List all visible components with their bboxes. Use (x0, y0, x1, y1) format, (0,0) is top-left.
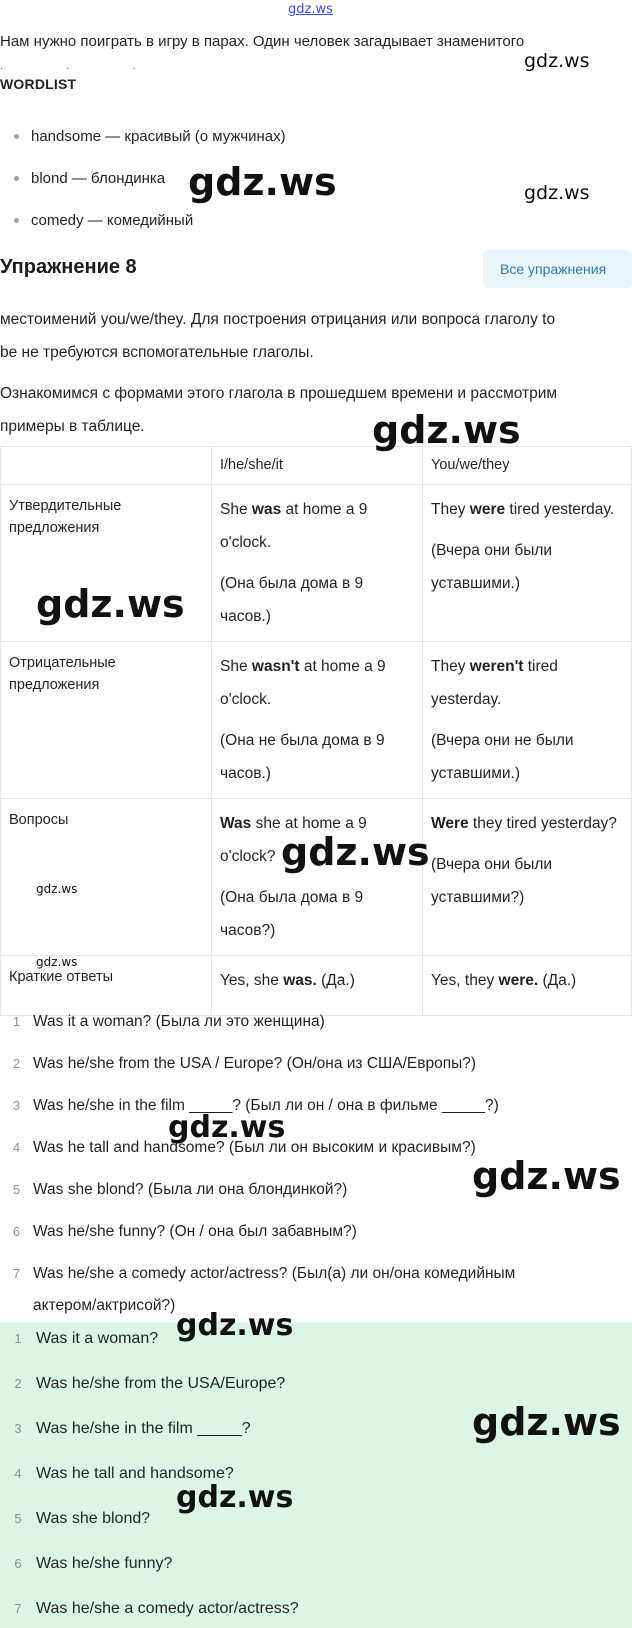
answer-text: Was he/she funny? (36, 1555, 173, 1572)
wordlist-item (14, 170, 165, 187)
list-item-text: актером/актрисой?) (33, 1297, 176, 1314)
list-number: 5 (12, 1182, 21, 1197)
paragraph-line: Ознакомимся с формами этого глагола в прошедшем времени и рассмотрим (0, 385, 558, 402)
paragraph-line: примеры в таблице. (0, 418, 145, 435)
list-item (0, 1055, 632, 1073)
watermark: gdz.ws (372, 408, 521, 452)
table-row (1, 799, 632, 956)
row-label: Краткие ответы (1, 956, 212, 1016)
row-label: Вопросы (1, 799, 212, 956)
watermark: gdz.ws (36, 582, 185, 626)
all-exercises-button[interactable]: Все упражнения (483, 250, 632, 288)
answer-text: Was he/she a comedy actor/actress? (36, 1600, 299, 1617)
watermark: gdz.ws (168, 1110, 286, 1145)
answer-item (0, 1375, 285, 1393)
list-number: 2 (14, 1376, 22, 1391)
watermark: gdz.ws (36, 955, 78, 969)
table-row (1, 956, 632, 1016)
answer-item (0, 1330, 158, 1348)
watermark: gdz.ws (472, 1154, 621, 1198)
list-item (0, 1265, 632, 1283)
paragraph-line: be не требуются вспомогательные глаголы. (0, 344, 314, 361)
list-number: 1 (14, 1331, 22, 1346)
list-number: 6 (14, 1556, 22, 1571)
list-number: 3 (14, 1421, 22, 1436)
row-label: Отрицательные предложения (1, 642, 212, 799)
answer-text: Was he/she in the film _____? (36, 1420, 251, 1437)
bullet-icon (14, 134, 19, 139)
list-item (0, 1013, 632, 1031)
answers-block (0, 1322, 632, 1628)
table-cell: Yes, they were. (Да.) (423, 956, 632, 1016)
answer-item (0, 1510, 150, 1528)
watermark: gdz.ws (524, 182, 590, 204)
watermark: gdz.ws (188, 160, 337, 204)
watermark: gdz.ws (176, 1308, 294, 1343)
intro-text: Нам нужно поиграть в игру в парах. Один человек загадывает знаменитого (0, 33, 525, 50)
answer-text: Was it a woman? (36, 1330, 159, 1347)
wordlist-item-text: comedy — комедийный (31, 212, 194, 229)
wordlist-item-text: handsome — красивый (о мужчинах) (31, 128, 286, 145)
grammar-table (0, 446, 632, 1016)
list-item-text: Was he/she a comedy actor/actress? (Был(а) ли он/она комедийным (33, 1265, 516, 1282)
exercise-title: Упражнение 8 (0, 256, 137, 278)
watermark: gdz.ws (524, 50, 590, 72)
bullet-icon (14, 176, 19, 181)
list-number: 6 (12, 1224, 21, 1239)
row-label: Утвердительные предложения (1, 485, 212, 642)
list-number: 2 (12, 1056, 21, 1071)
list-item-text: Was he tall and handsome? (Был ли он высоким и красивым?) (33, 1139, 476, 1156)
list-item-text: Was she blond? (Была ли она блондинкой?) (33, 1181, 348, 1198)
table-cell: Yes, she was. (Да.) (212, 956, 423, 1016)
bullet-icon (14, 218, 19, 223)
paragraph-line: местоимений you/we/they. Для построения отрицания или вопроса глаголу to (0, 311, 556, 328)
list-number: 5 (14, 1511, 22, 1526)
list-item (0, 1097, 632, 1115)
list-item-text: Was it a woman? (Была ли это женщина) (33, 1013, 325, 1030)
table-header-cell: I/he/she/it (212, 447, 423, 485)
table-header-cell (1, 447, 212, 485)
list-number: 3 (12, 1098, 21, 1113)
answer-text: Was he/she from the USA/Europe? (36, 1375, 286, 1392)
table-header-cell: You/we/they (423, 447, 632, 485)
list-number: 7 (14, 1601, 22, 1616)
list-item (0, 1223, 632, 1241)
table-row (1, 642, 632, 799)
answer-text: Was she blond? (36, 1510, 151, 1527)
table-cell: Were they tired yesterday? (Вчера они были уставшими?) (423, 799, 632, 956)
wordlist-title: WORDLIST (0, 76, 77, 92)
list-number: 4 (14, 1466, 22, 1481)
table-cell: She wasn't at home a 9 o'clock. (Она не была дома в 9 часов.) (212, 642, 423, 799)
table-header-row (1, 447, 632, 485)
answer-item (0, 1555, 172, 1573)
list-number: 1 (12, 1014, 21, 1029)
list-item-text: Was he/she in the film _____? (Был ли он / она в фильме _____?) (33, 1097, 499, 1114)
table-cell: They were tired yesterday. (Вчера они были уставшими.) (423, 485, 632, 642)
watermark-top-link[interactable]: gdz.ws (288, 2, 333, 17)
table-cell: They weren't tired yesterday. (Вчера они не были уставшими.) (423, 642, 632, 799)
list-item-continuation (0, 1297, 632, 1315)
list-item-text: Was he/she from the USA / Europe? (Он/она из США/Европы?) (33, 1055, 477, 1072)
table-cell: She was at home a 9 o'clock. (Она была дома в 9 часов.) (212, 485, 423, 642)
watermark: gdz.ws (176, 1480, 294, 1515)
watermark: gdz.ws (281, 830, 430, 874)
answer-item (0, 1420, 251, 1438)
wordlist-item-text: blond — блондинка (31, 170, 166, 187)
answer-text: Was he tall and handsome? (36, 1465, 234, 1482)
list-number: 4 (12, 1140, 21, 1155)
clipped-text-line: . . . (0, 60, 166, 72)
wordlist-item (14, 128, 286, 145)
answer-item (0, 1600, 299, 1618)
wordlist-item (14, 212, 193, 229)
list-number: 7 (12, 1266, 21, 1281)
table-cell: Was she at home a 9 o'clock? (Она была дома в 9 часов?) (212, 799, 423, 956)
watermark: gdz.ws (472, 1400, 621, 1444)
watermark: gdz.ws (36, 882, 78, 896)
list-item-text: Was he/she funny? (Он / она был забавным?) (33, 1223, 357, 1240)
